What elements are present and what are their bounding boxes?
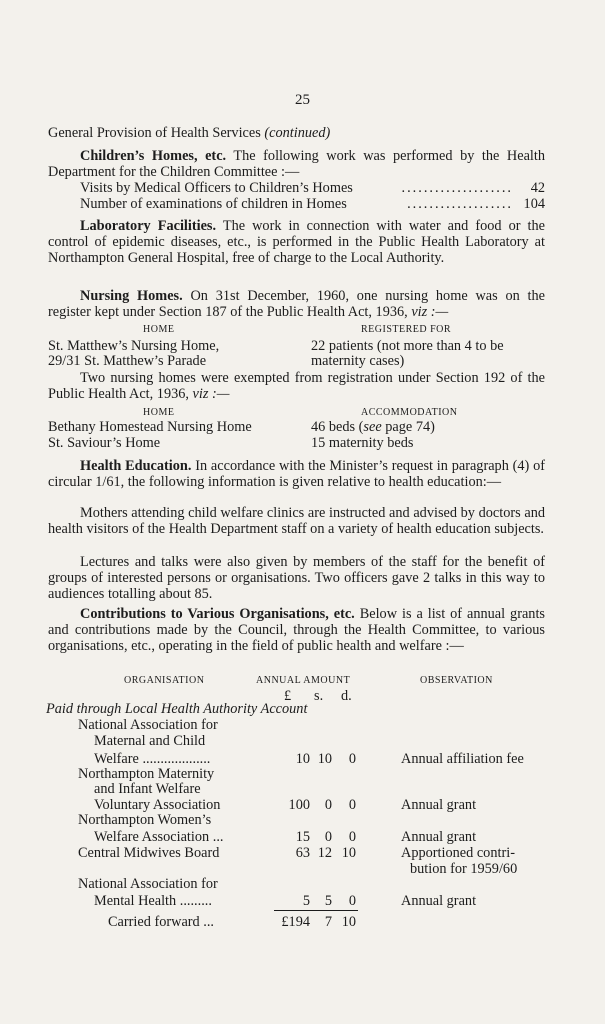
org-line: Welfare Association ... xyxy=(94,829,224,845)
registered-home-line: St. Matthew’s Nursing Home, xyxy=(48,338,220,354)
exempt-accommodation: 15 maternity beds xyxy=(311,435,414,451)
exempt-accommodation: 46 beds (see page 74) xyxy=(311,419,435,435)
laboratory-title: Laboratory Facilities. xyxy=(80,218,217,234)
amount-shillings: 12 xyxy=(317,845,332,861)
amount-pounds: 100 xyxy=(288,797,310,813)
col-header-annual-amount: ANNUAL AMOUNT xyxy=(256,675,351,686)
org-line: Northampton Women’s xyxy=(78,812,212,828)
contributions-paragraph: Contributions to Various Organisations, etc. Below is a list of annual grants and contributions made by the Council, through the Health Committee, to various organisations, etc., operating in the field of public health and welfare :— xyxy=(48,606,545,654)
col-header-observation: OBSERVATION xyxy=(420,675,493,686)
amount-shillings: 10 xyxy=(317,751,332,767)
amount-shillings: 0 xyxy=(324,829,332,845)
contributions-title: Contributions to Various Organisations, etc. xyxy=(80,606,355,622)
registered-for-line: maternity cases) xyxy=(311,353,405,369)
currency-pounds: £ xyxy=(284,688,292,704)
registered-for-line: 22 patients (not more than 4 to be xyxy=(311,338,504,354)
carried-pounds: £194 xyxy=(281,914,310,930)
carried-pence: 10 xyxy=(341,914,356,930)
amount-pence: 0 xyxy=(348,893,356,909)
amount-shillings: 0 xyxy=(324,797,332,813)
observation: Annual grant xyxy=(401,797,477,813)
health-education-p3: Lectures and talks were also given by members of the staff for the benefit of groups of interested persons or organisations. Two officers gave 2 talks in this way to audiences totalling about 85. xyxy=(48,554,545,602)
amount-shillings: 5 xyxy=(324,893,332,909)
observation: bution for 1959/60 xyxy=(410,861,518,877)
org-line: Central Midwives Board xyxy=(78,845,220,861)
observation: Apportioned contri- xyxy=(401,845,515,861)
org-line: Welfare ................... xyxy=(94,751,211,767)
carried-shillings: 7 xyxy=(324,914,332,930)
health-education-paragraph: Health Education. In accordance with the Minister’s request in paragraph (4) of circular 1/61, the following information is given relative to health education:— xyxy=(48,458,546,490)
observation: Annual grant xyxy=(401,893,477,909)
exempt-paragraph: Two nursing homes were exempted from registration under Section 192 of the Public Health Act, 1936, viz :— xyxy=(48,370,545,402)
org-line: Maternal and Child xyxy=(94,733,206,749)
section-heading: General Provision of Health Services (continued) xyxy=(48,125,331,141)
nursing-homes-title: Nursing Homes. xyxy=(80,288,183,304)
amount-pence: 0 xyxy=(348,797,356,813)
org-line: National Association for xyxy=(78,717,218,733)
observation: Annual grant xyxy=(401,829,477,845)
exempt-home: Bethany Homestead Nursing Home xyxy=(48,419,252,435)
col-header-accommodation: ACCOMMODATION xyxy=(361,407,458,418)
org-line: Mental Health ......... xyxy=(94,893,212,909)
observation: Annual affiliation fee xyxy=(401,751,524,767)
health-education-p2: Mothers attending child welfare clinics are instructed and advised by doctors and health visitors of the Health Department staff on a variety of health education subjects. xyxy=(48,505,545,537)
page-number: 25 xyxy=(295,92,310,108)
amount-pence: 10 xyxy=(341,845,356,861)
account-heading: Paid through Local Health Authority Account xyxy=(46,701,308,717)
health-education-title: Health Education. xyxy=(80,458,192,474)
amount-pence: 0 xyxy=(348,829,356,845)
org-line: Voluntary Association xyxy=(94,797,221,813)
exempt-home: St. Saviour’s Home xyxy=(48,435,161,451)
childrens-homes-item: Visits by Medical Officers to Children’s Homes .................... 42 xyxy=(80,180,545,196)
col-header-organisation: ORGANISATION xyxy=(124,675,205,686)
amount-pence: 0 xyxy=(348,751,356,767)
org-line: and Infant Welfare xyxy=(94,781,201,797)
col-header-home: HOME xyxy=(143,324,175,335)
org-line: Northampton Maternity xyxy=(78,766,215,782)
currency-pence: d. xyxy=(341,688,352,704)
total-rule xyxy=(274,910,358,911)
childrens-homes-paragraph: Children’s Homes, etc. The following work was performed by the Health Department for the Children Committee :— xyxy=(48,148,546,180)
col-header-registered: REGISTERED FOR xyxy=(361,324,452,335)
childrens-homes-item: Number of examinations of children in Homes ................... 104 xyxy=(80,196,545,212)
nursing-homes-paragraph: Nursing Homes. On 31st December, 1960, one nursing home was on the register kept under Section 187 of the Public Health Act, 1936, viz :— xyxy=(48,288,545,320)
childrens-homes-title: Children’s Homes, etc. xyxy=(80,148,227,164)
amount-pounds: 15 xyxy=(295,829,310,845)
amount-pounds: 63 xyxy=(295,845,310,861)
registered-home-line: 29/31 St. Matthew’s Parade xyxy=(48,353,207,369)
amount-pounds: 10 xyxy=(295,751,310,767)
org-line: National Association for xyxy=(78,876,218,892)
col-header-home: HOME xyxy=(143,407,175,418)
laboratory-paragraph: Laboratory Facilities. The work in connection with water and food or the control of epidemic diseases, etc., is performed in the Public Health Laboratory at Northampton General Hospital, free of charge to the Local Authority. xyxy=(48,218,545,266)
amount-pounds: 5 xyxy=(302,893,310,909)
carried-forward-label: Carried forward ... xyxy=(108,914,214,930)
currency-shillings: s. xyxy=(314,688,324,704)
